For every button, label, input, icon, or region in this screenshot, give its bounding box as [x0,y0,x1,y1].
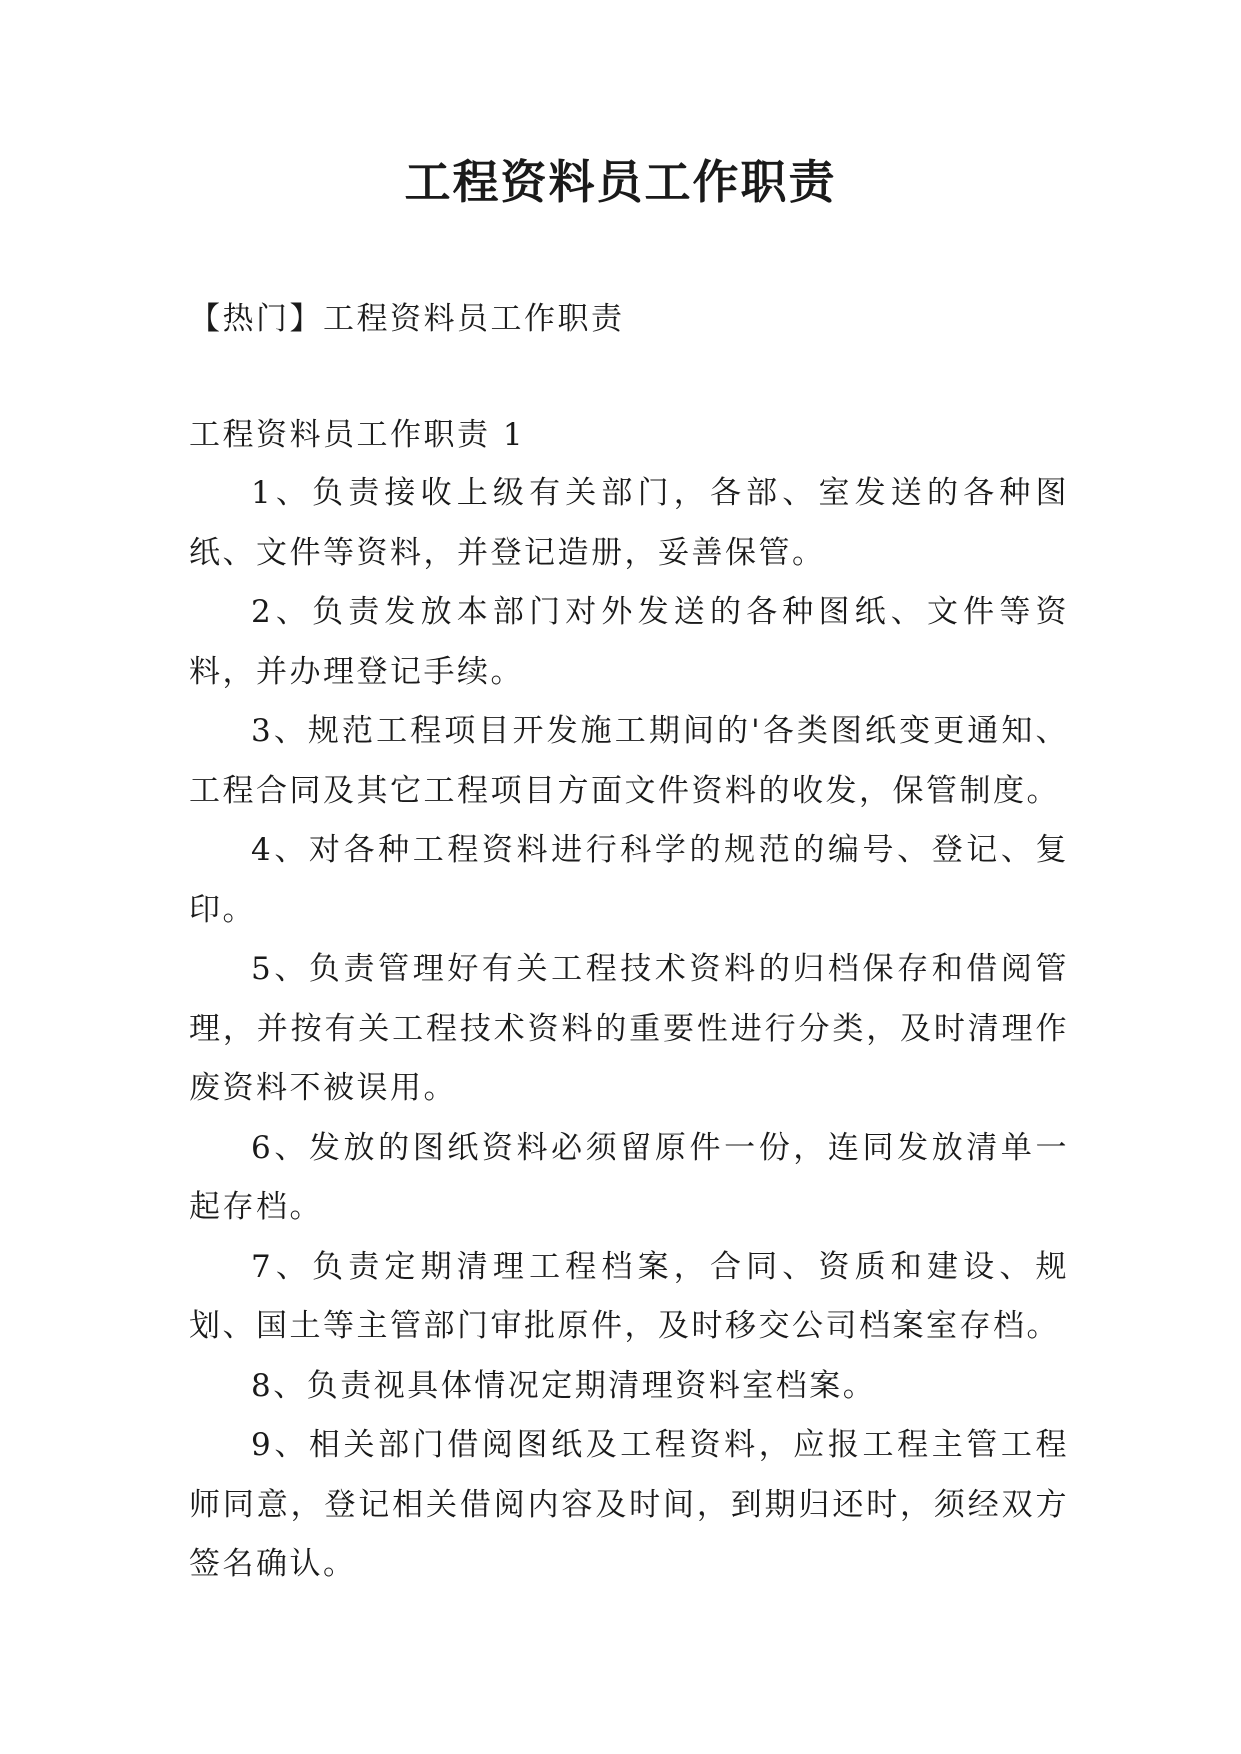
duty-item-9: 9、相关部门借阅图纸及工程资料，应报工程主管工程师同意，登记相关借阅内容及时间，到期归还时，须经双方签名确认。 [189,1427,1069,1582]
duty-item-3: 3、规范工程项目开发施工期间的'各类图纸变更通知、工程合同及其它工程项目方面文件资料的收发，保管制度。 [189,713,1069,809]
duty-item-5: 5、负责管理好有关工程技术资料的归档保存和借阅管理，并按有关工程技术资料的重要性进行分类，及时清理作废资料不被误用。 [189,951,1069,1106]
document-body [189,290,1069,1595]
document-title: 工程资料员工作职责 [404,155,837,209]
duty-item-1: 1、负责接收上级有关部门，各部、室发送的各种图纸、文件等资料，并登记造册，妥善保管。 [189,475,1069,571]
duty-list [189,464,1069,1595]
duty-item-4: 4、对各种工程资料进行科学的规范的编号、登记、复印。 [189,832,1069,928]
duty-item-2: 2、负责发放本部门对外发送的各种图纸、文件等资料，并办理登记手续。 [189,594,1069,690]
duty-item-7: 7、负责定期清理工程档案，合同、资质和建设、规划、国土等主管部门审批原件，及时移交公司档案室存档。 [189,1248,1069,1344]
duty-item-6: 6、发放的图纸资料必须留原件一份，连同发放清单一起存档。 [189,1129,1069,1225]
duty-item-8: 8、负责视具体情况定期清理资料室档案。 [251,1367,877,1404]
hot-line: 【热门】工程资料员工作职责 [189,301,625,337]
section-heading: 工程资料员工作职责 1 [189,417,526,453]
